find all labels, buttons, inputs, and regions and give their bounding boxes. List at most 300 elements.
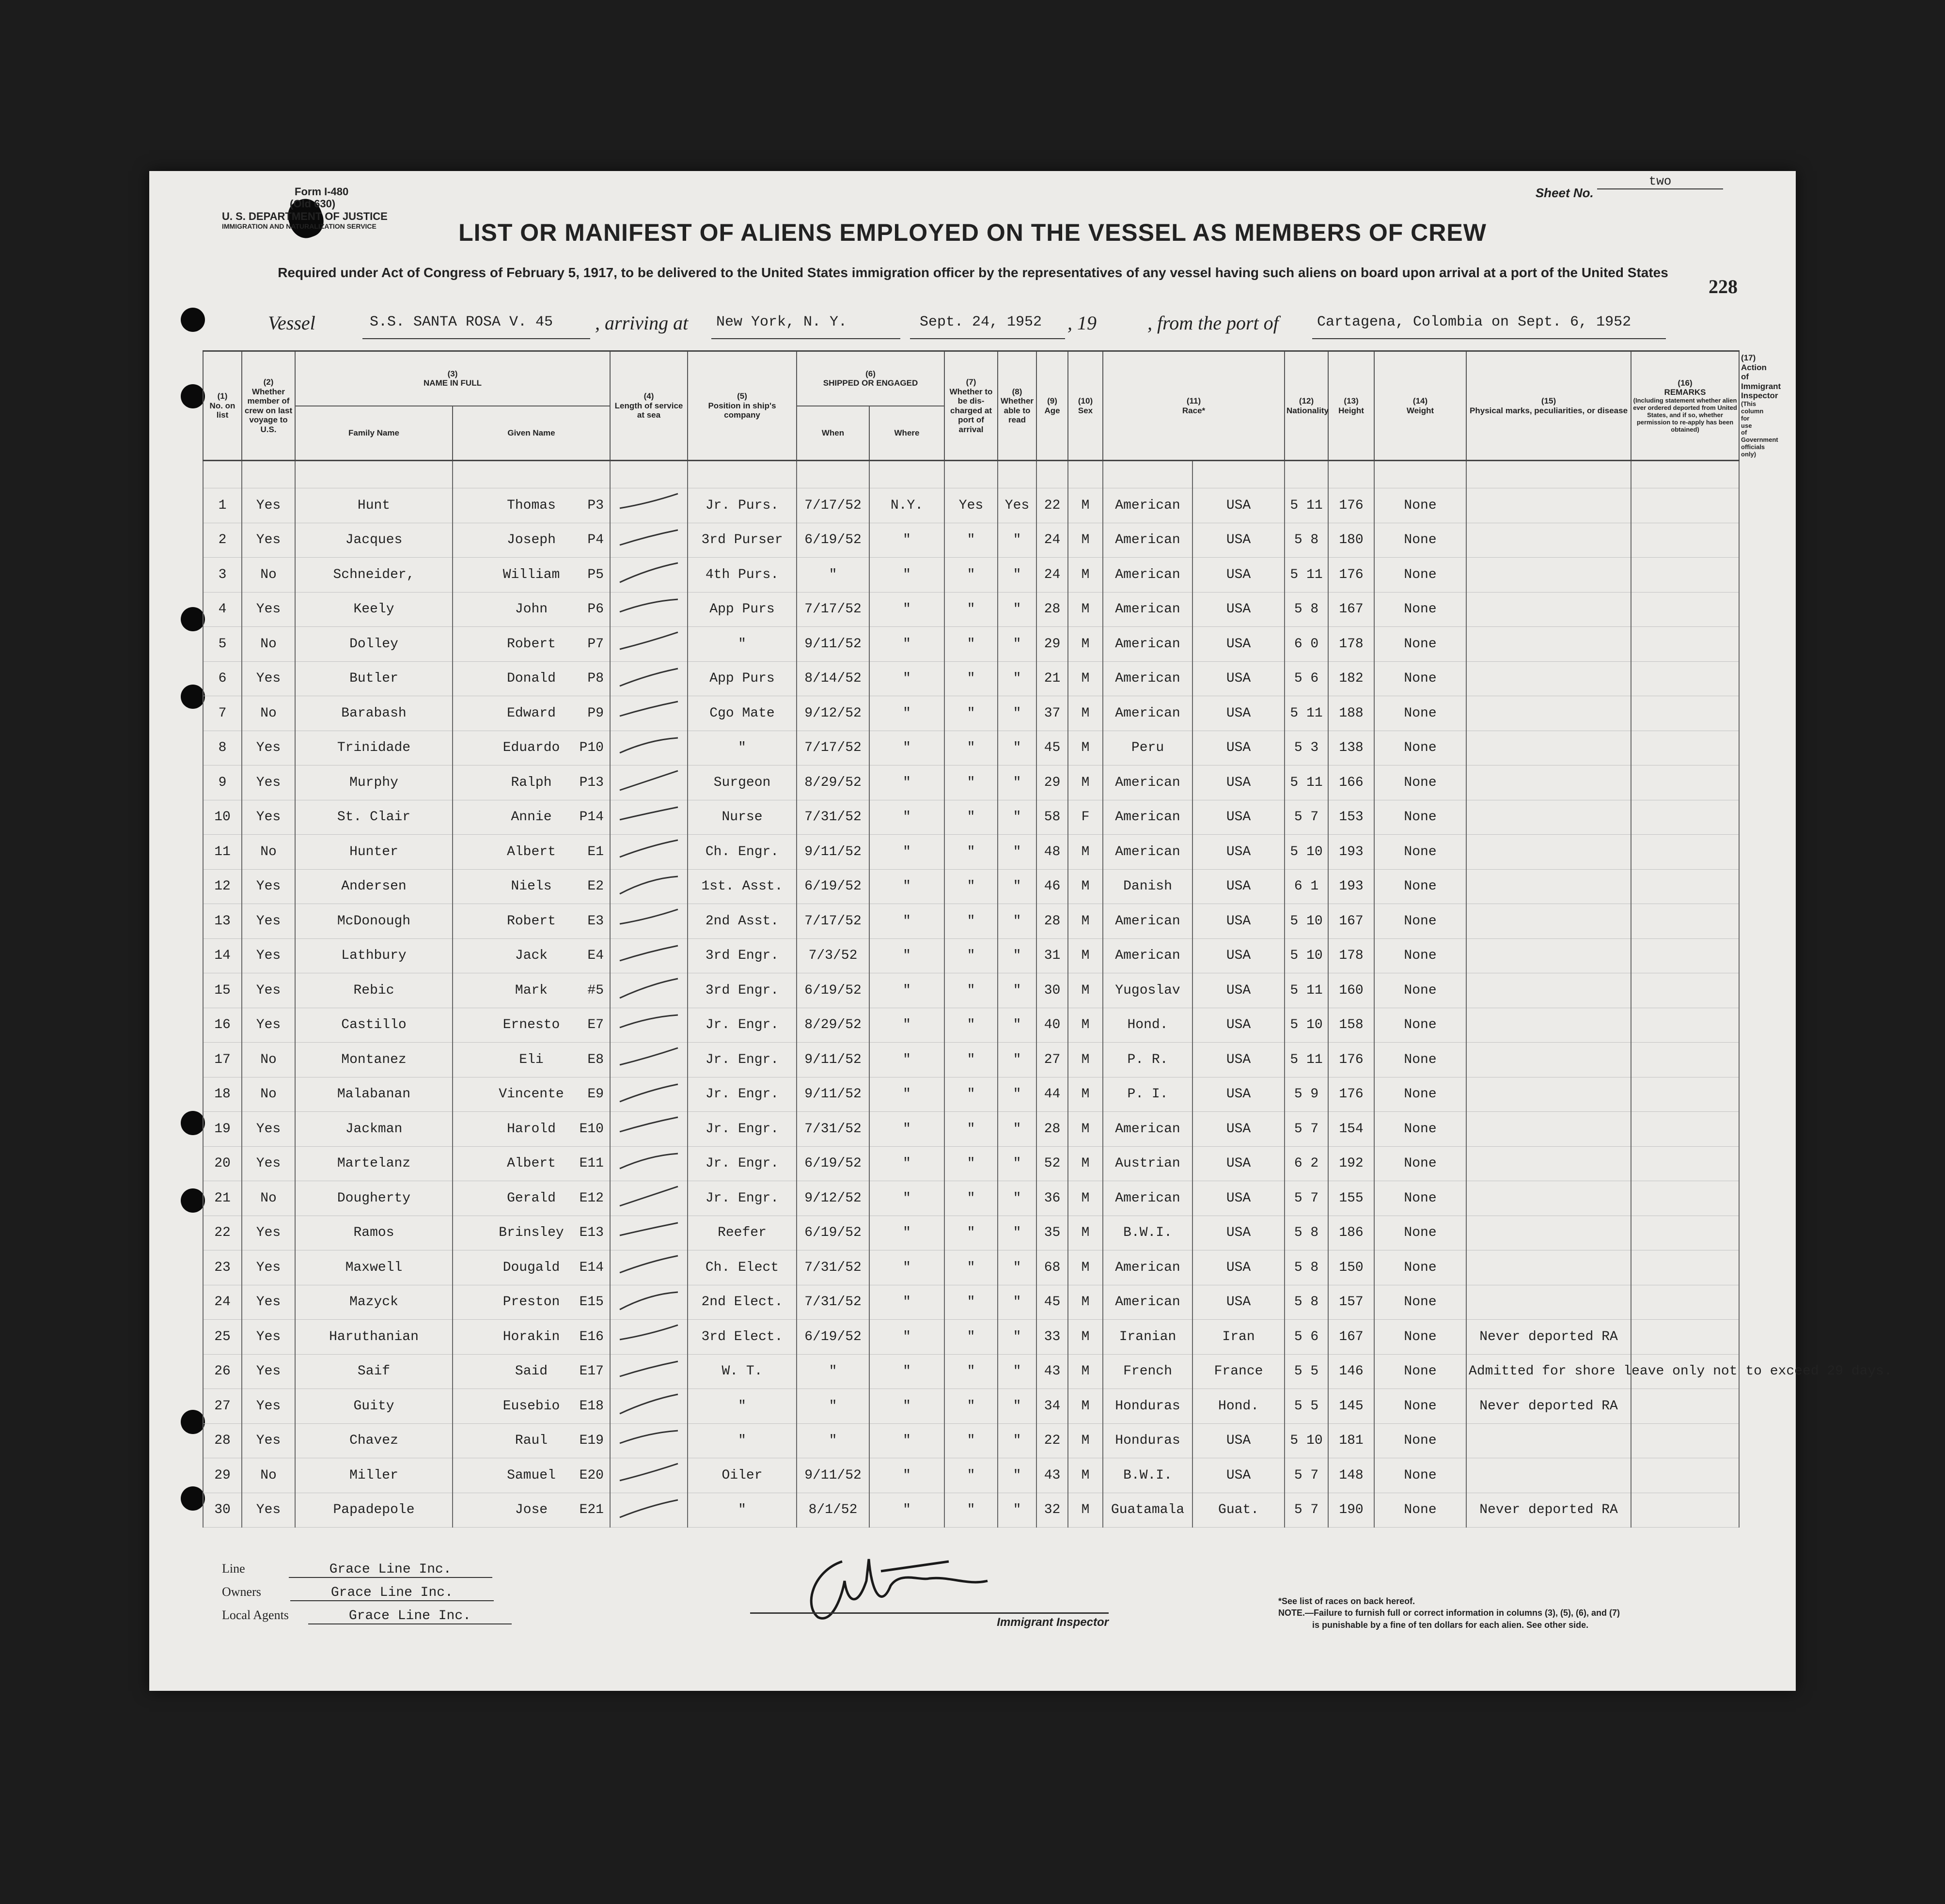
race-cell: American xyxy=(1103,523,1192,558)
position-cell: Oiler xyxy=(688,1458,797,1493)
age-cell: 28 xyxy=(1036,592,1068,627)
given-name-text: Jose xyxy=(515,1502,548,1518)
table-row xyxy=(203,627,1739,662)
weight-cell: 182 xyxy=(1328,661,1374,696)
able-to-read-cell: " xyxy=(998,1493,1036,1528)
position-cell: Jr. Engr. xyxy=(688,1008,797,1043)
position-cell: 2nd Elect. xyxy=(688,1285,797,1320)
family-name-cell: Rebic xyxy=(295,973,453,1008)
nationality-cell: USA xyxy=(1192,1008,1285,1043)
age-cell: 37 xyxy=(1036,696,1068,731)
height-cell: 5 11 xyxy=(1285,1043,1328,1077)
header-discharged: (7) Whether to be dis-charged at port of arrival xyxy=(944,351,998,461)
row-number-cell: 29 xyxy=(203,1458,242,1493)
physical-marks-cell: None xyxy=(1374,1458,1466,1493)
remarks-cell xyxy=(1466,592,1631,627)
last-voyage-cell: No xyxy=(242,1458,295,1493)
nationality-cell: USA xyxy=(1192,1250,1285,1285)
crew-code: E18 xyxy=(579,1398,604,1414)
to-be-discharged-cell: " xyxy=(944,973,998,1008)
shipped-where-cell: " xyxy=(869,973,944,1008)
to-be-discharged-cell: " xyxy=(944,765,998,800)
nationality-cell: USA xyxy=(1192,627,1285,662)
age-cell: 30 xyxy=(1036,973,1068,1008)
given-name-text: Niels xyxy=(511,879,552,894)
height-cell: 5 10 xyxy=(1285,938,1328,973)
row-number-cell: 2 xyxy=(203,523,242,558)
family-name-cell: Miller xyxy=(295,1458,453,1493)
remarks-cell xyxy=(1466,627,1631,662)
service-length-cell xyxy=(610,592,688,627)
nationality-cell: USA xyxy=(1192,800,1285,835)
service-length-cell xyxy=(610,1320,688,1355)
crew-code: P9 xyxy=(587,705,604,721)
table-row xyxy=(203,661,1739,696)
shipped-where-cell: " xyxy=(869,627,944,662)
position-cell: Ch. Engr. xyxy=(688,835,797,870)
table-row xyxy=(203,869,1739,904)
position-cell: 3rd Elect. xyxy=(688,1320,797,1355)
sheet-number: Sheet No. two xyxy=(1536,186,1723,202)
nationality-cell: USA xyxy=(1192,1112,1285,1147)
height-cell: 6 0 xyxy=(1285,627,1328,662)
sex-cell: M xyxy=(1068,1008,1103,1043)
remarks-cell xyxy=(1466,523,1631,558)
family-name-cell: Maxwell xyxy=(295,1250,453,1285)
from-label: , from the port of xyxy=(1147,312,1279,334)
shipped-when-cell: 7/3/52 xyxy=(797,938,869,973)
physical-marks-cell: None xyxy=(1374,1250,1466,1285)
given-name-cell xyxy=(453,938,610,973)
height-cell: 5 11 xyxy=(1285,488,1328,523)
given-name-cell xyxy=(453,835,610,870)
sex-cell: M xyxy=(1068,1493,1103,1528)
physical-marks-cell: None xyxy=(1374,1493,1466,1528)
age-cell: 34 xyxy=(1036,1389,1068,1424)
age-cell: 33 xyxy=(1036,1320,1068,1355)
departure-underline xyxy=(1312,338,1666,339)
nationality-cell: USA xyxy=(1192,1423,1285,1458)
to-be-discharged-cell: " xyxy=(944,1112,998,1147)
nationality-cell: USA xyxy=(1192,904,1285,939)
physical-marks-cell: None xyxy=(1374,661,1466,696)
given-name-text: William xyxy=(502,567,560,582)
sex-cell: M xyxy=(1068,1250,1103,1285)
nationality-cell: USA xyxy=(1192,973,1285,1008)
able-to-read-cell: " xyxy=(998,1043,1036,1077)
race-cell: American xyxy=(1103,904,1192,939)
checkmark-stroke xyxy=(615,662,683,691)
sex-cell: M xyxy=(1068,1458,1103,1493)
age-cell: 28 xyxy=(1036,1112,1068,1147)
arrival-underline xyxy=(711,338,900,339)
height-cell: 5 11 xyxy=(1285,696,1328,731)
able-to-read-cell: " xyxy=(998,731,1036,765)
last-voyage-cell: Yes xyxy=(242,488,295,523)
checkmark-stroke xyxy=(615,1389,683,1419)
nationality-cell: USA xyxy=(1192,1285,1285,1320)
weight-cell: 157 xyxy=(1328,1285,1374,1320)
able-to-read-cell: " xyxy=(998,558,1036,593)
able-to-read-cell: " xyxy=(998,1216,1036,1250)
given-name-text: Thomas xyxy=(507,498,556,513)
table-row xyxy=(203,835,1739,870)
inspector-action-cell xyxy=(1631,869,1739,904)
height-cell: 5 8 xyxy=(1285,1250,1328,1285)
last-voyage-cell: No xyxy=(242,696,295,731)
height-cell: 5 7 xyxy=(1285,800,1328,835)
nationality-cell: USA xyxy=(1192,523,1285,558)
crew-code: P4 xyxy=(587,532,604,548)
checkmark-stroke xyxy=(615,905,683,934)
row-number-cell: 13 xyxy=(203,904,242,939)
table-row xyxy=(203,1285,1739,1320)
header-nationality: (12) Nationality xyxy=(1285,351,1328,461)
remarks-cell xyxy=(1466,1043,1631,1077)
crew-code: E19 xyxy=(579,1433,604,1449)
table-row xyxy=(203,488,1739,523)
nationality-cell: USA xyxy=(1192,1181,1285,1216)
given-name-text: Jack xyxy=(515,948,548,964)
position-cell: Reefer xyxy=(688,1216,797,1250)
family-name-cell: Saif xyxy=(295,1354,453,1389)
table-row xyxy=(203,1077,1739,1112)
inspector-action-cell xyxy=(1631,1458,1739,1493)
header-remarks: (16) REMARKS (Including statement whether alien ever ordered deported from United States, and if so, whether permission to re-apply has been obtained) xyxy=(1631,351,1739,461)
service-length-cell xyxy=(610,1146,688,1181)
service-length-cell xyxy=(610,1112,688,1147)
position-cell: Jr. Engr. xyxy=(688,1181,797,1216)
shipped-where-cell: " xyxy=(869,1423,944,1458)
arriving-label: , arriving at xyxy=(595,312,689,334)
to-be-discharged-cell: " xyxy=(944,1354,998,1389)
last-voyage-cell: Yes xyxy=(242,1146,295,1181)
table-row xyxy=(203,1423,1739,1458)
remarks-cell: Never deported RA xyxy=(1466,1389,1631,1424)
height-cell: 6 2 xyxy=(1285,1146,1328,1181)
remarks-cell xyxy=(1466,835,1631,870)
header-age: (9) Age xyxy=(1036,351,1068,461)
shipped-where-cell: " xyxy=(869,1146,944,1181)
able-to-read-cell: " xyxy=(998,938,1036,973)
physical-marks-cell: None xyxy=(1374,1423,1466,1458)
checkmark-stroke xyxy=(615,1147,683,1176)
shipped-when-cell: " xyxy=(797,1423,869,1458)
punch-hole xyxy=(181,308,205,332)
weight-cell: 176 xyxy=(1328,488,1374,523)
given-name-text: Dougald xyxy=(502,1260,560,1275)
age-cell: 29 xyxy=(1036,765,1068,800)
shipped-where-cell: " xyxy=(869,1043,944,1077)
shipped-when-cell: 7/17/52 xyxy=(797,488,869,523)
shipped-where-cell: " xyxy=(869,765,944,800)
sex-cell: M xyxy=(1068,1389,1103,1424)
form-identifier: Form I-480 (Old 630) U. S. DEPARTMENT OF JUSTICE IMMIGRATION AND NATURALIZATION SERVICE xyxy=(222,186,388,230)
row-number-cell: 16 xyxy=(203,1008,242,1043)
service-length-cell xyxy=(610,904,688,939)
physical-marks-cell: None xyxy=(1374,1077,1466,1112)
shipped-when-cell: 9/11/52 xyxy=(797,1043,869,1077)
family-name-cell: Montanez xyxy=(295,1043,453,1077)
inspector-action-cell xyxy=(1631,558,1739,593)
weight-cell: 146 xyxy=(1328,1354,1374,1389)
remarks-cell: Admitted for shore leave only not to exceed 29 days. xyxy=(1466,1354,1631,1389)
to-be-discharged-cell: " xyxy=(944,1285,998,1320)
checkmark-stroke xyxy=(615,1008,683,1037)
height-cell: 5 7 xyxy=(1285,1493,1328,1528)
inspector-action-cell xyxy=(1631,627,1739,662)
last-voyage-cell: Yes xyxy=(242,1250,295,1285)
given-name-cell xyxy=(453,592,610,627)
year-label: , 19 xyxy=(1067,312,1097,334)
row-number-cell: 15 xyxy=(203,973,242,1008)
inspector-action-cell xyxy=(1631,661,1739,696)
sex-cell: M xyxy=(1068,1181,1103,1216)
header-name: (3) NAME IN FULL xyxy=(295,351,610,406)
weight-cell: 186 xyxy=(1328,1216,1374,1250)
given-name-text: Raul xyxy=(515,1433,548,1449)
race-cell: P. R. xyxy=(1103,1043,1192,1077)
weight-cell: 193 xyxy=(1328,835,1374,870)
header-sex: (10) Sex xyxy=(1068,351,1103,461)
table-row xyxy=(203,1112,1739,1147)
service-length-cell xyxy=(610,696,688,731)
weight-cell: 150 xyxy=(1328,1250,1374,1285)
departure-port: Cartagena, Colombia on Sept. 6, 1952 xyxy=(1317,314,1631,330)
able-to-read-cell: " xyxy=(998,1250,1036,1285)
shipped-when-cell: 6/19/52 xyxy=(797,1146,869,1181)
remarks-cell xyxy=(1466,1146,1631,1181)
race-cell: American xyxy=(1103,765,1192,800)
height-cell: 5 3 xyxy=(1285,731,1328,765)
crew-code: P6 xyxy=(587,602,604,617)
position-cell: " xyxy=(688,1389,797,1424)
service-length-cell xyxy=(610,627,688,662)
footer-owners: Owners Grace Line Inc. xyxy=(222,1585,494,1601)
header-height: (13) Height xyxy=(1328,351,1374,461)
header-read: (8) Whether able to read xyxy=(998,351,1036,461)
family-name-cell: Dolley xyxy=(295,627,453,662)
weight-cell: 181 xyxy=(1328,1423,1374,1458)
age-cell: 31 xyxy=(1036,938,1068,973)
table-row xyxy=(203,523,1739,558)
to-be-discharged-cell: " xyxy=(944,523,998,558)
crew-code: E4 xyxy=(587,948,604,964)
remarks-cell xyxy=(1466,765,1631,800)
nationality-cell: USA xyxy=(1192,1216,1285,1250)
physical-marks-cell: None xyxy=(1374,973,1466,1008)
given-name-cell xyxy=(453,1112,610,1147)
crew-code: E13 xyxy=(579,1225,604,1241)
checkmark-stroke xyxy=(615,558,683,587)
height-cell: 5 8 xyxy=(1285,1216,1328,1250)
inspector-action-cell xyxy=(1631,1146,1739,1181)
family-name-cell: Mazyck xyxy=(295,1285,453,1320)
row-number-cell: 27 xyxy=(203,1389,242,1424)
race-cell: American xyxy=(1103,1250,1192,1285)
height-cell: 5 8 xyxy=(1285,1285,1328,1320)
physical-marks-cell: None xyxy=(1374,696,1466,731)
service-length-cell xyxy=(610,1216,688,1250)
inspector-action-cell xyxy=(1631,1112,1739,1147)
age-cell: 22 xyxy=(1036,488,1068,523)
sex-cell: M xyxy=(1068,1216,1103,1250)
sex-cell: M xyxy=(1068,973,1103,1008)
shipped-where-cell: " xyxy=(869,1077,944,1112)
given-name-cell xyxy=(453,765,610,800)
height-cell: 5 10 xyxy=(1285,1423,1328,1458)
remarks-cell xyxy=(1466,869,1631,904)
row-number-cell: 20 xyxy=(203,1146,242,1181)
service-length-cell xyxy=(610,488,688,523)
given-name-text: Albert xyxy=(507,844,556,859)
remarks-cell xyxy=(1466,1250,1631,1285)
height-cell: 5 6 xyxy=(1285,661,1328,696)
nationality-cell: USA xyxy=(1192,765,1285,800)
service-length-cell xyxy=(610,973,688,1008)
agents-value: Grace Line Inc. xyxy=(308,1608,512,1624)
shipped-when-cell: 7/31/52 xyxy=(797,800,869,835)
family-name-cell: Martelanz xyxy=(295,1146,453,1181)
race-cell: American xyxy=(1103,1181,1192,1216)
shipped-where-cell: " xyxy=(869,661,944,696)
shipped-when-cell: 6/19/52 xyxy=(797,973,869,1008)
crew-code: E21 xyxy=(579,1502,604,1518)
table-row xyxy=(203,973,1739,1008)
shipped-where-cell: " xyxy=(869,592,944,627)
family-name-cell: Jackman xyxy=(295,1112,453,1147)
physical-marks-cell: None xyxy=(1374,1181,1466,1216)
family-name-cell: Murphy xyxy=(295,765,453,800)
remarks-cell xyxy=(1466,938,1631,973)
last-voyage-cell: Yes xyxy=(242,1216,295,1250)
race-cell: American xyxy=(1103,1112,1192,1147)
sex-cell: M xyxy=(1068,627,1103,662)
shipped-where-cell: " xyxy=(869,1250,944,1285)
last-voyage-cell: Yes xyxy=(242,938,295,973)
shipped-where-cell: " xyxy=(869,523,944,558)
header-weight: (14) Weight xyxy=(1374,351,1466,461)
nationality-cell: Iran xyxy=(1192,1320,1285,1355)
weight-cell: 153 xyxy=(1328,800,1374,835)
position-cell: App Purs xyxy=(688,592,797,627)
family-name-cell: McDonough xyxy=(295,904,453,939)
checkmark-stroke xyxy=(615,1424,683,1453)
weight-cell: 190 xyxy=(1328,1493,1374,1528)
table-row xyxy=(203,1354,1739,1389)
sex-cell: M xyxy=(1068,523,1103,558)
to-be-discharged-cell: " xyxy=(944,558,998,593)
able-to-read-cell: " xyxy=(998,696,1036,731)
sex-cell: F xyxy=(1068,800,1103,835)
crew-code: P13 xyxy=(579,775,604,790)
inspector-action-cell xyxy=(1631,1423,1739,1458)
crew-code: E1 xyxy=(587,844,604,859)
position-cell: Jr. Purs. xyxy=(688,488,797,523)
shipped-where-cell: " xyxy=(869,1320,944,1355)
remarks-cell xyxy=(1466,800,1631,835)
remarks-cell: Never deported RA xyxy=(1466,1493,1631,1528)
checkmark-stroke xyxy=(615,766,683,795)
last-voyage-cell: Yes xyxy=(242,1285,295,1320)
given-name-text: Vincente xyxy=(499,1087,564,1102)
nationality-cell: USA xyxy=(1192,696,1285,731)
given-name-cell xyxy=(453,627,610,662)
able-to-read-cell: " xyxy=(998,592,1036,627)
service-length-cell xyxy=(610,1250,688,1285)
remarks-cell xyxy=(1466,1112,1631,1147)
able-to-read-cell: " xyxy=(998,973,1036,1008)
able-to-read-cell: " xyxy=(998,661,1036,696)
shipped-where-cell: " xyxy=(869,1008,944,1043)
sex-cell: M xyxy=(1068,1285,1103,1320)
service-length-cell xyxy=(610,765,688,800)
sex-cell: M xyxy=(1068,696,1103,731)
last-voyage-cell: Yes xyxy=(242,1112,295,1147)
able-to-read-cell: " xyxy=(998,1146,1036,1181)
last-voyage-cell: Yes xyxy=(242,1354,295,1389)
given-name-cell xyxy=(453,1458,610,1493)
to-be-discharged-cell: " xyxy=(944,1146,998,1181)
crew-code: E16 xyxy=(579,1329,604,1344)
family-name-cell: Hunter xyxy=(295,835,453,870)
crew-manifest-table: (1) No. on list (2) Whether member of crew on last voyage to U.S. (3) NAME IN FULL (4) Length of service at sea (5) Position in ship's company (6) SHIPPED OR ENGAGED (7) Whether to be dis-charged at port of arrival (8) Whether able to read (9) Age (10) Sex (11) Race* (12) Nationality (13) Height (14) Weight (15) Physical marks, peculiarities, or disease (16) REMARKS (Including statement whether alien ever ordered deported from United States, and if so, whether permission to re-apply has been obtained) (17) Action of Immigrant Inspector (This column for use of Government officials only) Family Name Given Name When Where 1 Yes Hunt Thomas P3 Jr. Purs. 7/17/52 N.Y. Yes Yes 22 M American USA 5 11 176 None 2 Yes Jacques Joseph P4 3rd Purser 6/19/52 " " " 24 M American USA 5 8 180 None 3 No Schneider, William P5 4th Purs. " " " " 24 M American USA 5 11 176 None 4 Yes Keely John P6 App Purs 7/17/52 " " " 28 M American USA 5 8 167 None 5 No Dolley Robert P7 " 9/11/52 " " " 29 M American USA 6 0 178 None 6 Yes Butler Donald P8 App Purs 8/14/52 " " " 21 M American USA 5 6 182 None 7 No Barabash Edward P9 Cgo Mate 9/12/52 " " " 37 M American USA 5 11 188 None 8 Yes Trinidade Eduardo P10 " 7/17/52 " " " 45 M Peru USA 5 3 138 None 9 Yes Murphy Ralph P13 Surgeon 8/29/52 " " " 29 M American USA 5 11 166 None 10 Yes St. Clair Annie P14 Nurse 7/31/52 " " " 58 F American USA 5 7 153 None 11 No Hunter Albert E1 Ch. Engr. 9/11/52 " " " 48 M American USA 5 10 193 None 12 Yes Andersen Niels E2 1st. Asst. 6/19/52 " " " 46 M Danish USA 6 1 193 None 13 Yes McDonough Robert E3 2nd Asst. 7/17/52 " " " 28 M American USA 5 10 167 None 14 Yes Lathbury Jack E4 3rd Engr. 7/3/52 " " " 31 M American USA 5 10 178 None 15 Yes Rebic Mark #5 3rd Engr. 6/19/52 " " " 30 M Yugoslav USA 5 11 160 None 16 Yes Castillo Ernesto E7 Jr. Engr. 8/29/52 " " " 40 M Hond. USA 5 10 158 None 17 No Montanez Eli E8 Jr. Engr. 9/11/52 " " " 27 M P. R. USA 5 11 176 None 18 No Malabanan Vincente E9 Jr. Engr. 9/11/52 " " " 44 M P. I. USA 5 9 176 None 19 Yes Jackman Harold E10 Jr. Engr. 7/31/52 " " " 28 M American USA 5 7 154 None 20 Yes Martelanz Albert E11 Jr. Engr. 6/19/52 " " " 52 M Austrian USA 6 2 192 None 21 No Dougherty Gerald E12 Jr. Engr. 9/12/52 " " " 36 M American USA 5 7 155 None 22 Yes Ramos Brinsley E13 Reefer 6/19/52 " " " 35 M B.W.I. USA 5 8 186 None 23 Yes Maxwell Dougald E14 Ch. Elect 7/31/52 " " " 68 M American USA 5 8 150 None 24 Yes Mazyck Preston E15 2nd Elect. 7/31/52 " " " 45 M American USA 5 8 157 None 25 Yes Haruthanian Horakin E16 3rd Elect. 6/19/52 " " " 33 M Iranian Iran 5 6 167 None Never deported RA 26 Yes Saif Said E17 W. T. " " " " 43 M French France 5 5 146 None Admitted for shore leave only not to exceed 29 days. 27 Yes Guity Eusebio E18 " " " " " 34 M Honduras Hond. 5 5 145 None Never deported RA 28 Yes Chavez Raul E19 " " " " " 22 M Honduras USA 5 10 181 None 29 No Miller Samuel E20 Oiler 9/11/52 " " " 43 M B.W.I. USA 5 7 148 None 30 Yes Papadepole Jose E21 " 8/1/52 " " " 32 M Guatamala Guat. 5 7 190 None Never deported RA xyxy=(203,350,1740,1528)
given-name-text: Mark xyxy=(515,983,548,998)
header-given-name: Given Name xyxy=(453,406,610,461)
height-cell: 6 1 xyxy=(1285,869,1328,904)
date-underline xyxy=(910,338,1065,339)
service-length-cell xyxy=(610,1043,688,1077)
weight-cell: 158 xyxy=(1328,1008,1374,1043)
checkmark-stroke xyxy=(615,800,683,829)
remarks-cell xyxy=(1466,1181,1631,1216)
service-length-cell xyxy=(610,1354,688,1389)
header-family-name: Family Name xyxy=(295,406,453,461)
table-row xyxy=(203,1181,1739,1216)
row-number-cell: 9 xyxy=(203,765,242,800)
shipped-where-cell: " xyxy=(869,558,944,593)
punch-hole xyxy=(181,685,205,709)
physical-marks-cell: None xyxy=(1374,800,1466,835)
position-cell: Ch. Elect xyxy=(688,1250,797,1285)
height-cell: 5 9 xyxy=(1285,1077,1328,1112)
table-row xyxy=(203,1146,1739,1181)
able-to-read-cell: " xyxy=(998,1354,1036,1389)
physical-marks-cell: None xyxy=(1374,938,1466,973)
row-number-cell: 5 xyxy=(203,627,242,662)
given-name-cell xyxy=(453,661,610,696)
remarks-cell xyxy=(1466,1216,1631,1250)
age-cell: 24 xyxy=(1036,558,1068,593)
row-number-cell: 12 xyxy=(203,869,242,904)
physical-marks-cell: None xyxy=(1374,1146,1466,1181)
sex-cell: M xyxy=(1068,488,1103,523)
given-name-text: Harold xyxy=(507,1121,556,1137)
shipped-when-cell: 6/19/52 xyxy=(797,1320,869,1355)
weight-cell: 193 xyxy=(1328,869,1374,904)
to-be-discharged-cell: " xyxy=(944,904,998,939)
family-name-cell: Papadepole xyxy=(295,1493,453,1528)
vessel-underline xyxy=(362,338,590,339)
to-be-discharged-cell: " xyxy=(944,627,998,662)
shipped-where-cell: " xyxy=(869,1458,944,1493)
weight-cell: 167 xyxy=(1328,1320,1374,1355)
sex-cell: M xyxy=(1068,661,1103,696)
nationality-cell: France xyxy=(1192,1354,1285,1389)
age-cell: 29 xyxy=(1036,627,1068,662)
inspector-action-cell xyxy=(1631,1285,1739,1320)
to-be-discharged-cell: " xyxy=(944,938,998,973)
